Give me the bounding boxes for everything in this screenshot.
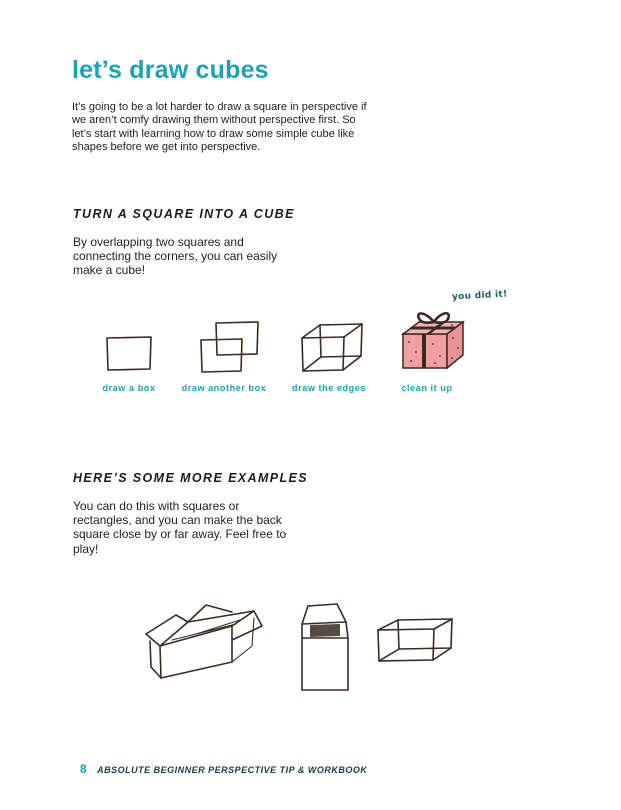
callout-you-did-it: you did it! xyxy=(451,289,508,303)
intro-paragraph: It’s going to be a lot harder to draw a square in perspective if we aren’t comfy drawing them without perspective first. So let’s start with learning how to draw some simple cube like shapes before we get into perspective. xyxy=(72,101,367,154)
step-label-4: clean it up xyxy=(401,383,453,393)
example-tall-box xyxy=(302,604,348,690)
book-title: ABSOLUTE BEGINNER PERSPECTIVE TIP & WORKBOOK xyxy=(97,765,368,775)
section-text-cube: By overlapping two squares and connecting the corners, you can easily make a cube! xyxy=(73,235,278,278)
page-number: 8 xyxy=(80,762,87,776)
section-heading-cube: TURN A SQUARE INTO A CUBE xyxy=(73,207,295,221)
section-text-examples: You can do this with squares or rectangles, and you can make the back square close by or far away. Feel free to play! xyxy=(73,499,287,556)
example-open-box xyxy=(146,605,262,678)
page-title: let’s draw cubes xyxy=(72,56,269,84)
example-wire-prism xyxy=(378,619,452,661)
section-heading-examples: HERE’S SOME MORE EXAMPLES xyxy=(73,471,309,485)
step-label-2: draw another box xyxy=(181,383,267,393)
step-label-3: draw the edges xyxy=(292,383,366,393)
page-footer xyxy=(80,760,367,778)
step-label-1: draw a box xyxy=(102,383,156,393)
